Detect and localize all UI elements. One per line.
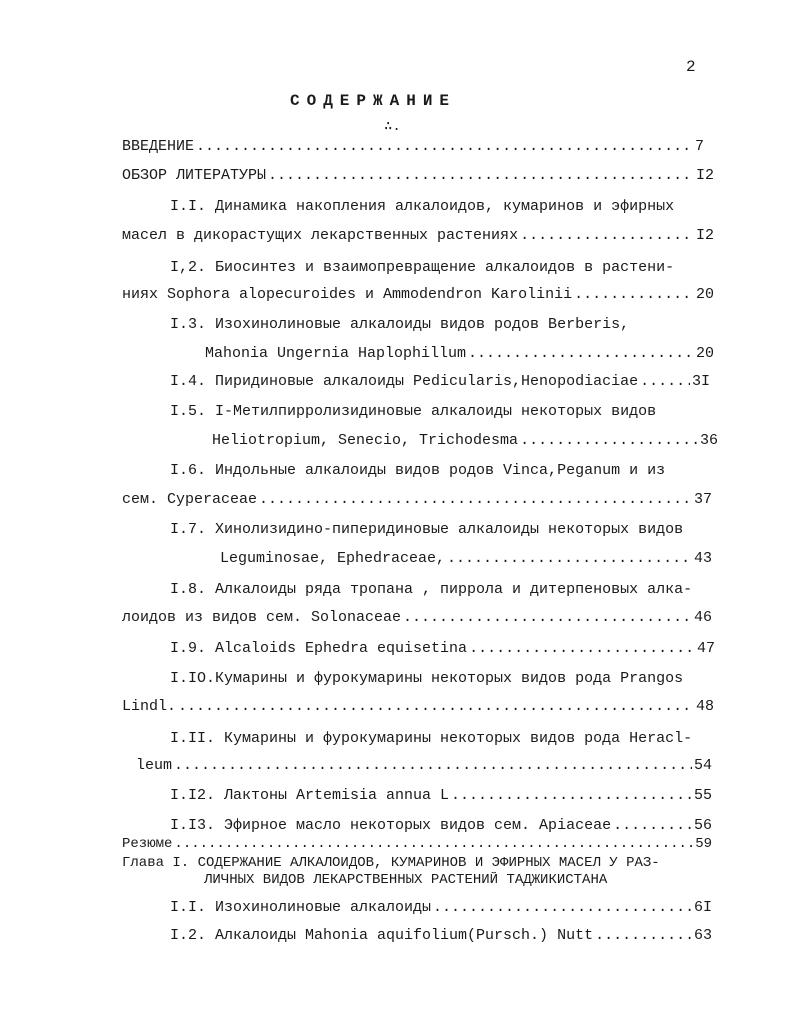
toc-entry-page: 7 bbox=[694, 138, 704, 155]
dot-leader bbox=[613, 816, 692, 836]
dot-leader bbox=[595, 926, 692, 946]
toc-entry-label: leum bbox=[136, 757, 173, 774]
toc-entry-line1: I.8. Алкалоиды ряда тропана , пиррола и дитерпеновых алка- bbox=[170, 581, 693, 598]
toc-entry bbox=[170, 926, 712, 946]
dot-leader bbox=[174, 834, 693, 854]
toc-entry bbox=[122, 285, 714, 305]
toc-entry-page: 3I bbox=[691, 373, 710, 390]
toc-entry-summary bbox=[122, 834, 712, 854]
toc-entry-label: лоидов из видов сем. Solonaceae bbox=[122, 609, 402, 626]
toc-entry-label: масел в дикорастущих лекарственных растениях bbox=[122, 227, 519, 244]
toc-entry bbox=[220, 549, 712, 569]
toc-entry-page: 6I bbox=[693, 899, 712, 916]
toc-entry-page: 56 bbox=[693, 817, 712, 834]
toc-entry-label: Lindl. bbox=[122, 698, 177, 715]
toc-entry-intro bbox=[122, 137, 704, 157]
toc-entry-line1: I,2. Биосинтез и взаимопревращение алкалоидов в растени- bbox=[170, 259, 675, 276]
toc-entry bbox=[170, 786, 712, 806]
toc-entry-page: 47 bbox=[696, 640, 715, 657]
toc-entry-line1: I.IO.Кумарины и фурокумарины некоторых видов рода Prangos bbox=[170, 670, 684, 687]
toc-entry-label: ОБЗОР ЛИТЕРАТУРЫ bbox=[122, 167, 267, 184]
toc-entry-page: I2 bbox=[695, 167, 714, 184]
toc-entry bbox=[170, 816, 712, 836]
dot-leader bbox=[174, 756, 692, 776]
toc-entry-page: 20 bbox=[695, 345, 714, 362]
toc-entry bbox=[122, 490, 712, 510]
dot-leader bbox=[268, 166, 694, 186]
toc-entry bbox=[136, 756, 712, 776]
toc-entry-label: Heliotropium, Senecio, Trichodesma bbox=[212, 432, 519, 449]
dot-leader bbox=[520, 226, 694, 246]
chapter-heading-line2: ЛИЧНЫХ ВИДОВ ЛЕКАРСТВЕННЫХ РАСТЕНИЙ ТАДЖИКИСТАНА bbox=[204, 872, 608, 888]
dot-leader bbox=[574, 285, 694, 305]
toc-entry-page: 54 bbox=[693, 757, 712, 774]
toc-entry-page: 48 bbox=[695, 698, 714, 715]
toc-entry-label: I.I2. Лактоны Artemisia annua L bbox=[170, 787, 450, 804]
toc-entry-page: 46 bbox=[693, 609, 712, 626]
toc-entry bbox=[170, 898, 712, 918]
dot-leader bbox=[178, 697, 694, 717]
toc-entry-page: 36 bbox=[699, 432, 718, 449]
toc-entry bbox=[205, 344, 714, 364]
toc-entry-review bbox=[122, 166, 714, 186]
toc-entry-line1: I.II. Кумарины и фурокумарины некоторых видов рода Heracl- bbox=[170, 730, 693, 747]
toc-entry bbox=[212, 431, 718, 451]
toc-entry bbox=[170, 639, 715, 659]
stray-mark: ∴. bbox=[384, 119, 401, 135]
dot-leader bbox=[640, 372, 690, 392]
dot-leader bbox=[468, 344, 694, 364]
toc-entry-page: 43 bbox=[693, 550, 712, 567]
toc-entry-label: Leguminosae, Ephedraceae, bbox=[220, 550, 446, 567]
toc-entry bbox=[122, 226, 714, 246]
dot-leader bbox=[259, 490, 692, 510]
dot-leader bbox=[520, 431, 698, 451]
toc-entry-line1: I.3. Изохинолиновые алкалоиды видов родов Berberis, bbox=[170, 316, 630, 333]
toc-entry-label: Резюме bbox=[122, 836, 173, 852]
toc-entry-line1: I.5. I-Метилпирролизидиновые алкалоиды некоторых видов bbox=[170, 403, 657, 420]
toc-entry bbox=[170, 372, 710, 392]
toc-entry-label: I.2. Алкалоиды Mahonia aquifolium(Pursch.) Nutt bbox=[170, 927, 594, 944]
toc-entry-label: ниях Sophora alopecuroides и Ammodendron Karolinii bbox=[122, 286, 573, 303]
dot-leader bbox=[196, 137, 693, 157]
toc-entry-line1: I.6. Индольные алкалоиды видов родов Vinca,Peganum и из bbox=[170, 462, 666, 479]
toc-entry-page: 63 bbox=[693, 927, 712, 944]
chapter-heading-line1: Глава I. СОДЕРЖАНИЕ АЛКАЛОИДОВ, КУМАРИНОВ И ЭФИРНЫХ МАСЕЛ У РАЗ- bbox=[122, 855, 660, 871]
toc-entry-label: I.4. Пиридиновые алкалоиды Pedicularis,Henopodiaciae bbox=[170, 373, 639, 390]
toc-entry-label: I.I. Изохинолиновые алкалоиды bbox=[170, 899, 432, 916]
toc-entry-line1: I.7. Хинолизидино-пиперидиновые алкалоиды некоторых видов bbox=[170, 521, 684, 538]
toc-entry-page: I2 bbox=[695, 227, 714, 244]
toc-entry-page: 59 bbox=[695, 836, 712, 852]
toc-entry-page: 55 bbox=[693, 787, 712, 804]
toc-entry-label: I.I3. Эфирное масло некоторых видов сем. Apiaceae bbox=[170, 817, 612, 834]
toc-entry-label: ВВЕДЕНИЕ bbox=[122, 138, 195, 155]
toc-entry-page: 20 bbox=[695, 286, 714, 303]
toc-entry-line1: I.I. Динамика накопления алкалоидов, кумаринов и эфирных bbox=[170, 198, 675, 215]
dot-leader bbox=[433, 898, 692, 918]
toc-entry bbox=[122, 608, 712, 628]
dot-leader bbox=[469, 639, 695, 659]
dot-leader bbox=[451, 786, 692, 806]
toc-entry-label: I.9. Alcaloids Ephedra equisetina bbox=[170, 640, 468, 657]
toc-entry-label: Mahonia Ungernia Haplophillum bbox=[205, 345, 467, 362]
page-title: СОДЕРЖАНИЕ bbox=[290, 92, 457, 110]
dot-leader bbox=[403, 608, 692, 628]
toc-entry-label: сем. Cyperaceae bbox=[122, 491, 258, 508]
page-number: 2 bbox=[686, 58, 696, 76]
toc-entry-page: 37 bbox=[693, 491, 712, 508]
dot-leader bbox=[447, 549, 692, 569]
toc-entry bbox=[122, 697, 714, 717]
